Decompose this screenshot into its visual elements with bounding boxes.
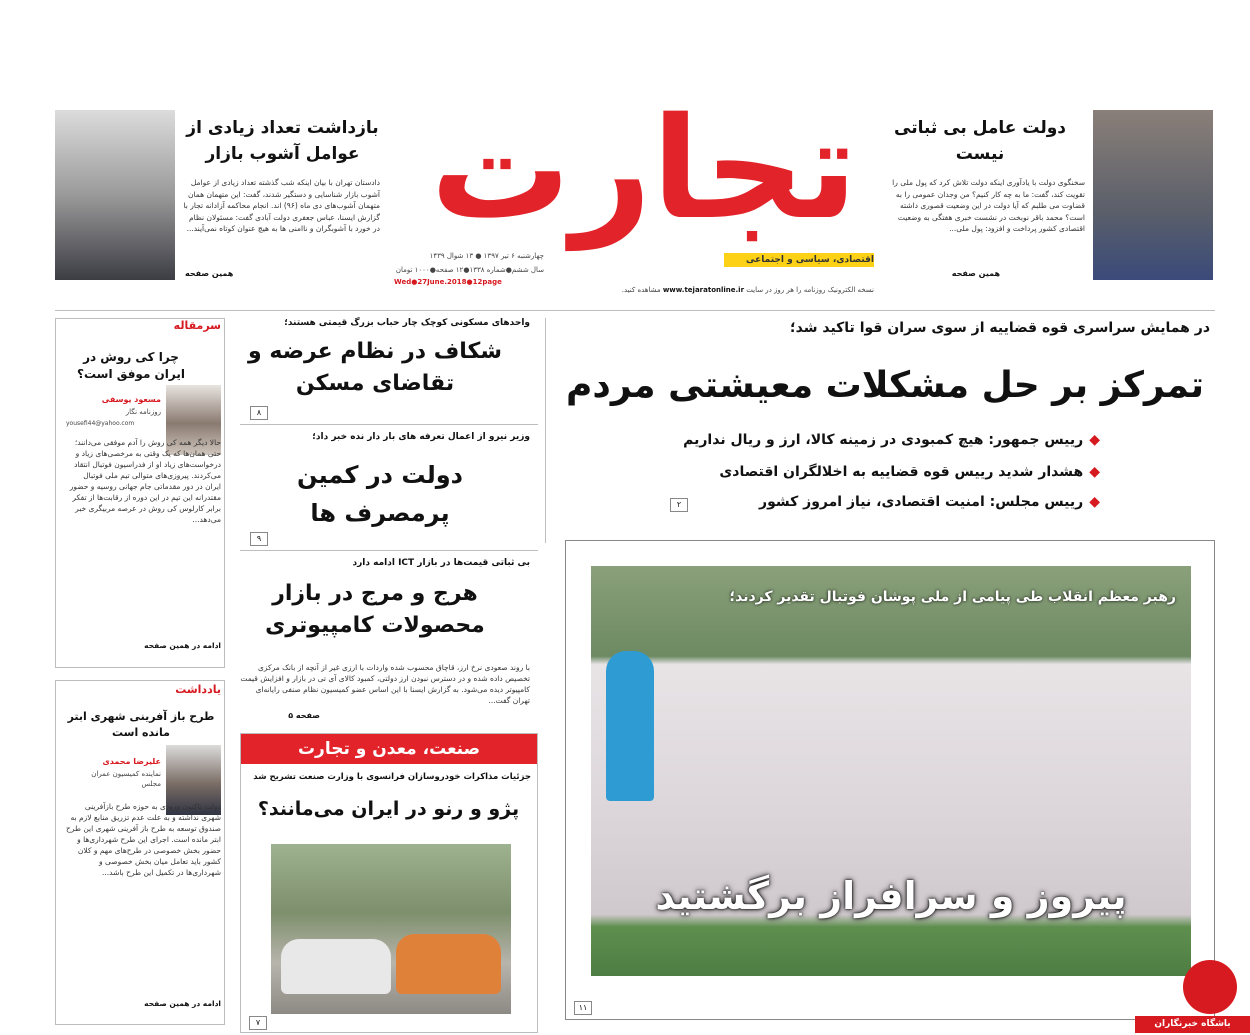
main-kicker: در همایش سراسری قوه قضاییه از سوی سران قوا تاکید شد؛ <box>790 320 1210 336</box>
main-bullet-text-1: رییس جمهور: هیچ کمبودی در زمینه کالا، ارز و ریال نداریم <box>683 432 1084 448</box>
watermark-logo-icon <box>1183 960 1237 1014</box>
mid-s3-kicker: بی ثباتی قیمت‌ها در بازار ICT ادامه دارد <box>352 558 530 568</box>
mid-s2-title: دولت در کمین پرمصرف ها <box>297 461 463 527</box>
main-bullet-text-3: رییس مجلس: امنیت اقتصادی، نیاز امروز کشور <box>759 494 1084 510</box>
middle-right-rule <box>545 318 546 543</box>
mid-s1-page[interactable]: ۸ <box>250 406 268 420</box>
masthead-logo: تجارت <box>430 88 858 251</box>
watermark <box>1135 960 1250 1035</box>
note-more[interactable]: ادامه در همین صفحه <box>144 999 221 1008</box>
editorial-box <box>55 318 225 668</box>
site-suffix: مشاهده کنید. <box>621 286 661 294</box>
mid-s1-title: شکاف در نظام عرضه و تقاضای مسکن <box>248 339 502 396</box>
mid-rule-1 <box>240 424 538 425</box>
issue-line: سال ششم●شماره ۱۳۳۸●۱۲ صفحه●۱۰۰۰ تومان <box>395 266 544 274</box>
diamond-bullet-icon: ◆ <box>1089 494 1100 510</box>
mid-s4-page[interactable]: ۷ <box>249 1016 267 1030</box>
industry-section <box>240 733 538 1033</box>
diamond-bullet-icon: ◆ <box>1089 432 1100 448</box>
editorial-author-role: روزنامه نگار <box>125 408 161 416</box>
top-left-teaser <box>55 105 385 285</box>
main-bullet-1 <box>560 432 1100 448</box>
peugeot-car <box>281 939 391 994</box>
goalkeeper-figure <box>606 651 654 801</box>
site-line <box>564 285 874 295</box>
top-right-title: دولت عامل بی ثباتی نیست <box>894 118 1066 164</box>
top-left-title: بازداشت تعداد زیادی از عوامل آشوب بازار <box>186 118 379 164</box>
main-headline: تمرکز بر حل مشکلات معیشتی مردم <box>566 365 1204 406</box>
note-box <box>55 680 225 1025</box>
main-lead <box>560 318 1215 518</box>
mid-s3-title: هرج و مرج در بازار محصولات کامپیوتری <box>265 581 485 638</box>
editorial-email[interactable]: yousefi44@yahoo.com <box>66 420 135 427</box>
prosecutor-photo <box>55 110 175 280</box>
top-left-more[interactable]: همین صفحه <box>185 269 234 278</box>
editorial-label: سرمقاله <box>173 319 221 332</box>
site-url[interactable]: www.tejaratonline.ir <box>662 286 745 294</box>
editorial-body: حالا دیگر همه کی روش را آدم موفقی می‌دانند؛ حتی همان‌ها که یک وقتی به مرخصی‌های زیاد و درخواست‌های زیاد او از فدراسیون فوتبال انتقاد می‌کردند. پیروزی‌های متوالی تیم ملی فوتبال ایران در دور مقدماتی جام جهانی روسیه و حضور مقتدرانه این تیم در این دوره از رقابت‌ها از تفکر برابر کارلوس کی روش در عرصه مربیگری خبر می‌دهد... <box>69 438 221 524</box>
mid-s2-page[interactable]: ۹ <box>250 532 268 546</box>
mid-s1-kicker: واحدهای مسکونی کوچک چار حباب بزرگ قیمتی هستند؛ <box>284 318 530 328</box>
masthead-tagline: اقتصادی، سیاسی و اجتماعی <box>746 255 874 265</box>
main-page-number[interactable]: ۲ <box>670 498 688 512</box>
photo-story <box>565 540 1215 1020</box>
photo-page-number[interactable]: ۱۱ <box>574 1001 592 1015</box>
mid-s3-body: با روند صعودی نرخ ارز، قاچاق محسوب شده واردات با ارزی غیر از آنچه از بانک مرکزی تخصیص داده شده و در دسترس نبودن ارز دولتی، کمبود کالای آی تی در بازار و افزایش قیمت کامپیوتر دیده می‌شود. به گزارش ایسنا با این اساس عضو کمیسیون نظام صنفی رایانه‌ای تهران گفت... <box>240 663 530 705</box>
note-author-role: نماینده کمیسیون عمران مجلس <box>91 770 161 788</box>
mid-rule-2 <box>240 550 538 551</box>
photo-headline: پیروز و سرافراز برگشتید <box>655 874 1127 918</box>
mid-s2-kicker: وزیر نیرو از اعمال تعرفه های بار دار نده خبر داد؛ <box>312 432 530 442</box>
mid-s4-title: پژو و رنو در ایران می‌مانند؟ <box>257 798 520 820</box>
editorial-author: مسعود یوسفی <box>101 395 161 404</box>
note-author: علیرضا محمدی <box>102 757 161 766</box>
industry-banner: صنعت، معدن و تجارت <box>241 734 537 764</box>
top-right-body: سخنگوی دولت با یادآوری اینکه دولت تلاش کرد که پول ملی را تقویت کند، گفت: ما به چه کار کنیم؟ من وجدان عمومی را به قضاوت می طلبم که آیا دولت در این وضعیت قصوری داشته است؟ محمد باقر نوبخت در نشست خبری هفتگی به وضعیت اقتصادی کشور پرداخت و افزود: پول ملی... <box>892 178 1085 233</box>
middle-column <box>240 318 538 1033</box>
editorial-more[interactable]: ادامه در همین صفحه <box>144 641 221 650</box>
cars-photo <box>271 844 511 1014</box>
site-line-text: نسخه الکترونیک روزنامه را هر روز در سایت <box>746 286 874 294</box>
note-body: دولت تاکنون ورودی به حوزه طرح بازآفرینی شهری نداشته و به علت عدم تزریق منابع لازم به صندوق توسعه به طرح باز آفرینی شهری این طرح ابتر مانده است. اجرای این طرح شهرداری‌ها و حضور بخش خصوصی در طرح‌های مهم و کلان کشور باید تعامل میان بخش خصوصی و شهرداری‌ها در تکمیل این طرح باشد... <box>65 802 221 877</box>
english-date: Wed●27June.2018●12page <box>394 278 502 286</box>
note-label: یادداشت <box>175 683 221 696</box>
photo-kicker: رهبر معظم انقلاب طی پیامی از ملی پوشان فوتبال تقدیر کردند؛ <box>729 589 1176 605</box>
diamond-bullet-icon: ◆ <box>1089 464 1100 480</box>
top-right-teaser <box>880 105 1215 285</box>
main-bullet-3 <box>560 494 1100 510</box>
top-left-body: دادستان تهران با بیان اینکه شب گذشته تعداد زیادی از عوامل آشوب بازار شناسایی و دستگیر شدند، گفت: این متهمان همان متهمان آشوب‌های دی ماه (۹۶) اند. انجام محاکمه آزادانه تجار با گزارش ایسنا، عباس جعفری دولت آبادی گفت: مسئولان نظام در خورد با آشوبگران و ناامنی ها به هیچ عنوان کوتاه نمی‌آیند... <box>183 178 380 233</box>
top-right-more[interactable]: همین صفحه <box>951 269 1000 278</box>
watermark-text: باشگاه خبرنگاران <box>1135 1016 1250 1033</box>
editorial-title: چرا کی روش در ایران موفق است؟ <box>77 350 185 381</box>
masthead <box>384 88 874 300</box>
main-bullet-2 <box>560 464 1100 480</box>
mid-s3-more[interactable]: صفحه ۵ <box>288 711 320 720</box>
main-bullet-text-2: هشدار شدید رییس قوه قضاییه به اخلالگران اقتصادی <box>719 464 1084 480</box>
renault-car <box>396 934 501 994</box>
mid-s4-kicker: جزئیات مذاکرات خودروسازان فرانسوی با وزارت صنعت تشریح شد <box>253 772 531 782</box>
date-line: چهارشنبه ۶ تیر ۱۳۹۷ ● ۱۳ شوال ۱۴۳۹ <box>429 252 544 260</box>
note-title: طرح باز آفرینی شهری ابتر مانده است <box>67 710 215 739</box>
header-rule <box>55 310 1215 311</box>
spokesman-photo <box>1093 110 1213 280</box>
